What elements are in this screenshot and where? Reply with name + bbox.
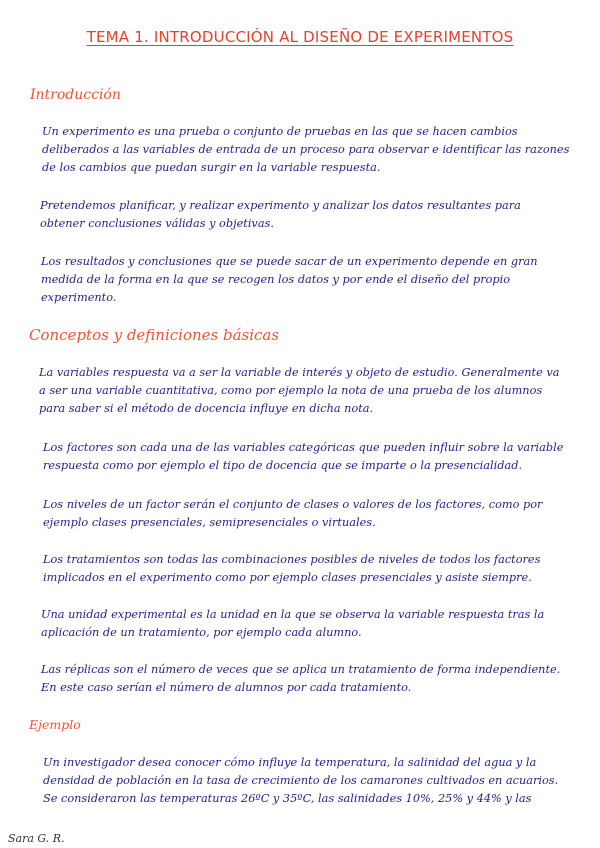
text-line: ejemplo clases presenciales, semipresenciales o virtuales. (43, 516, 376, 529)
text-line: para saber si el método de docencia influye en dicha nota. (39, 402, 374, 415)
text-line: Los niveles de un factor serán el conjunto de clases o valores de los factores, como por (43, 498, 543, 511)
paragraph-factores (43, 439, 568, 475)
text-line: experimento. (41, 291, 117, 304)
text-line: Los tratamientos son todas las combinaciones posibles de niveles de todos los factores (43, 553, 541, 566)
text-line: Pretendemos planificar, y realizar experimento y analizar los datos resultantes para (40, 199, 521, 212)
section-heading-conceptos: Conceptos y definiciones básicas (29, 326, 280, 344)
paragraph-replicas (41, 661, 569, 697)
text-line: Una unidad experimental es la unidad en la que se observa la variable respuesta tras la (41, 608, 545, 621)
text-line: a ser una variable cuantitativa, como por ejemplo la nota de una prueba de los alumnos (39, 384, 543, 397)
text-line: deliberados a las variables de entrada de un proceso para observar e identificar las razones (42, 143, 570, 156)
text-line: respuesta como por ejemplo el tipo de docencia que se imparte o la presencialidad. (43, 459, 523, 472)
text-line: Las réplicas son el número de veces que se aplica un tratamiento de forma independiente. (41, 663, 561, 676)
paragraph-planificar (40, 197, 552, 233)
text-line: de los cambios que puedan surgir en la variable respuesta. (42, 161, 381, 174)
text-line: densidad de población en la tasa de crecimiento de los camarones cultivados en acuarios. (43, 774, 559, 787)
paragraph-unidad-experimental (41, 606, 561, 642)
author-signature: Sara G. R. (8, 832, 65, 845)
text-line: Un investigador desea conocer cómo influye la temperatura, la salinidad del agua y la (43, 756, 537, 769)
text-line: Los resultados y conclusiones que se puede sacar de un experimento depende en gran (41, 255, 538, 268)
section-heading-introduccion: Introducción (30, 87, 121, 103)
text-line: aplicación de un tratamiento, por ejemplo cada alumno. (41, 626, 362, 639)
paragraph-niveles (43, 496, 563, 532)
text-line: implicados en el experimento como por ejemplo clases presenciales y asiste siempre. (43, 571, 532, 584)
text-line: Un experimento es una prueba o conjunto de pruebas en las que se hacen cambios (42, 125, 518, 138)
paragraph-resultados (41, 253, 541, 307)
paragraph-ejemplo-camarones (43, 754, 573, 808)
section-heading-ejemplo: Ejemplo (29, 717, 81, 732)
text-line: Se consideraron las temperaturas 26ºC y 35ºC, las salinidades 10%, 25% y 44% y las (43, 792, 532, 805)
paragraph-tratamientos (43, 551, 563, 587)
paragraph-experimento (42, 123, 570, 177)
page-title: TEMA 1. INTRODUCCIÓN AL DISEÑO DE EXPERIMENTOS (86, 28, 514, 46)
text-line: En este caso serían el número de alumnos por cada tratamiento. (41, 681, 412, 694)
text-line: medida de la forma en la que se recogen los datos y por ende el diseño del propio (41, 273, 511, 286)
text-line: La variables respuesta va a ser la variable de interés y objeto de estudio. Generalmente va (39, 366, 560, 379)
paragraph-variable-respuesta (39, 364, 564, 418)
text-line: obtener conclusiones válidas y objetivas. (40, 217, 274, 230)
text-line: Los factores son cada una de las variables categóricas que pueden influir sobre la variable (43, 441, 564, 454)
